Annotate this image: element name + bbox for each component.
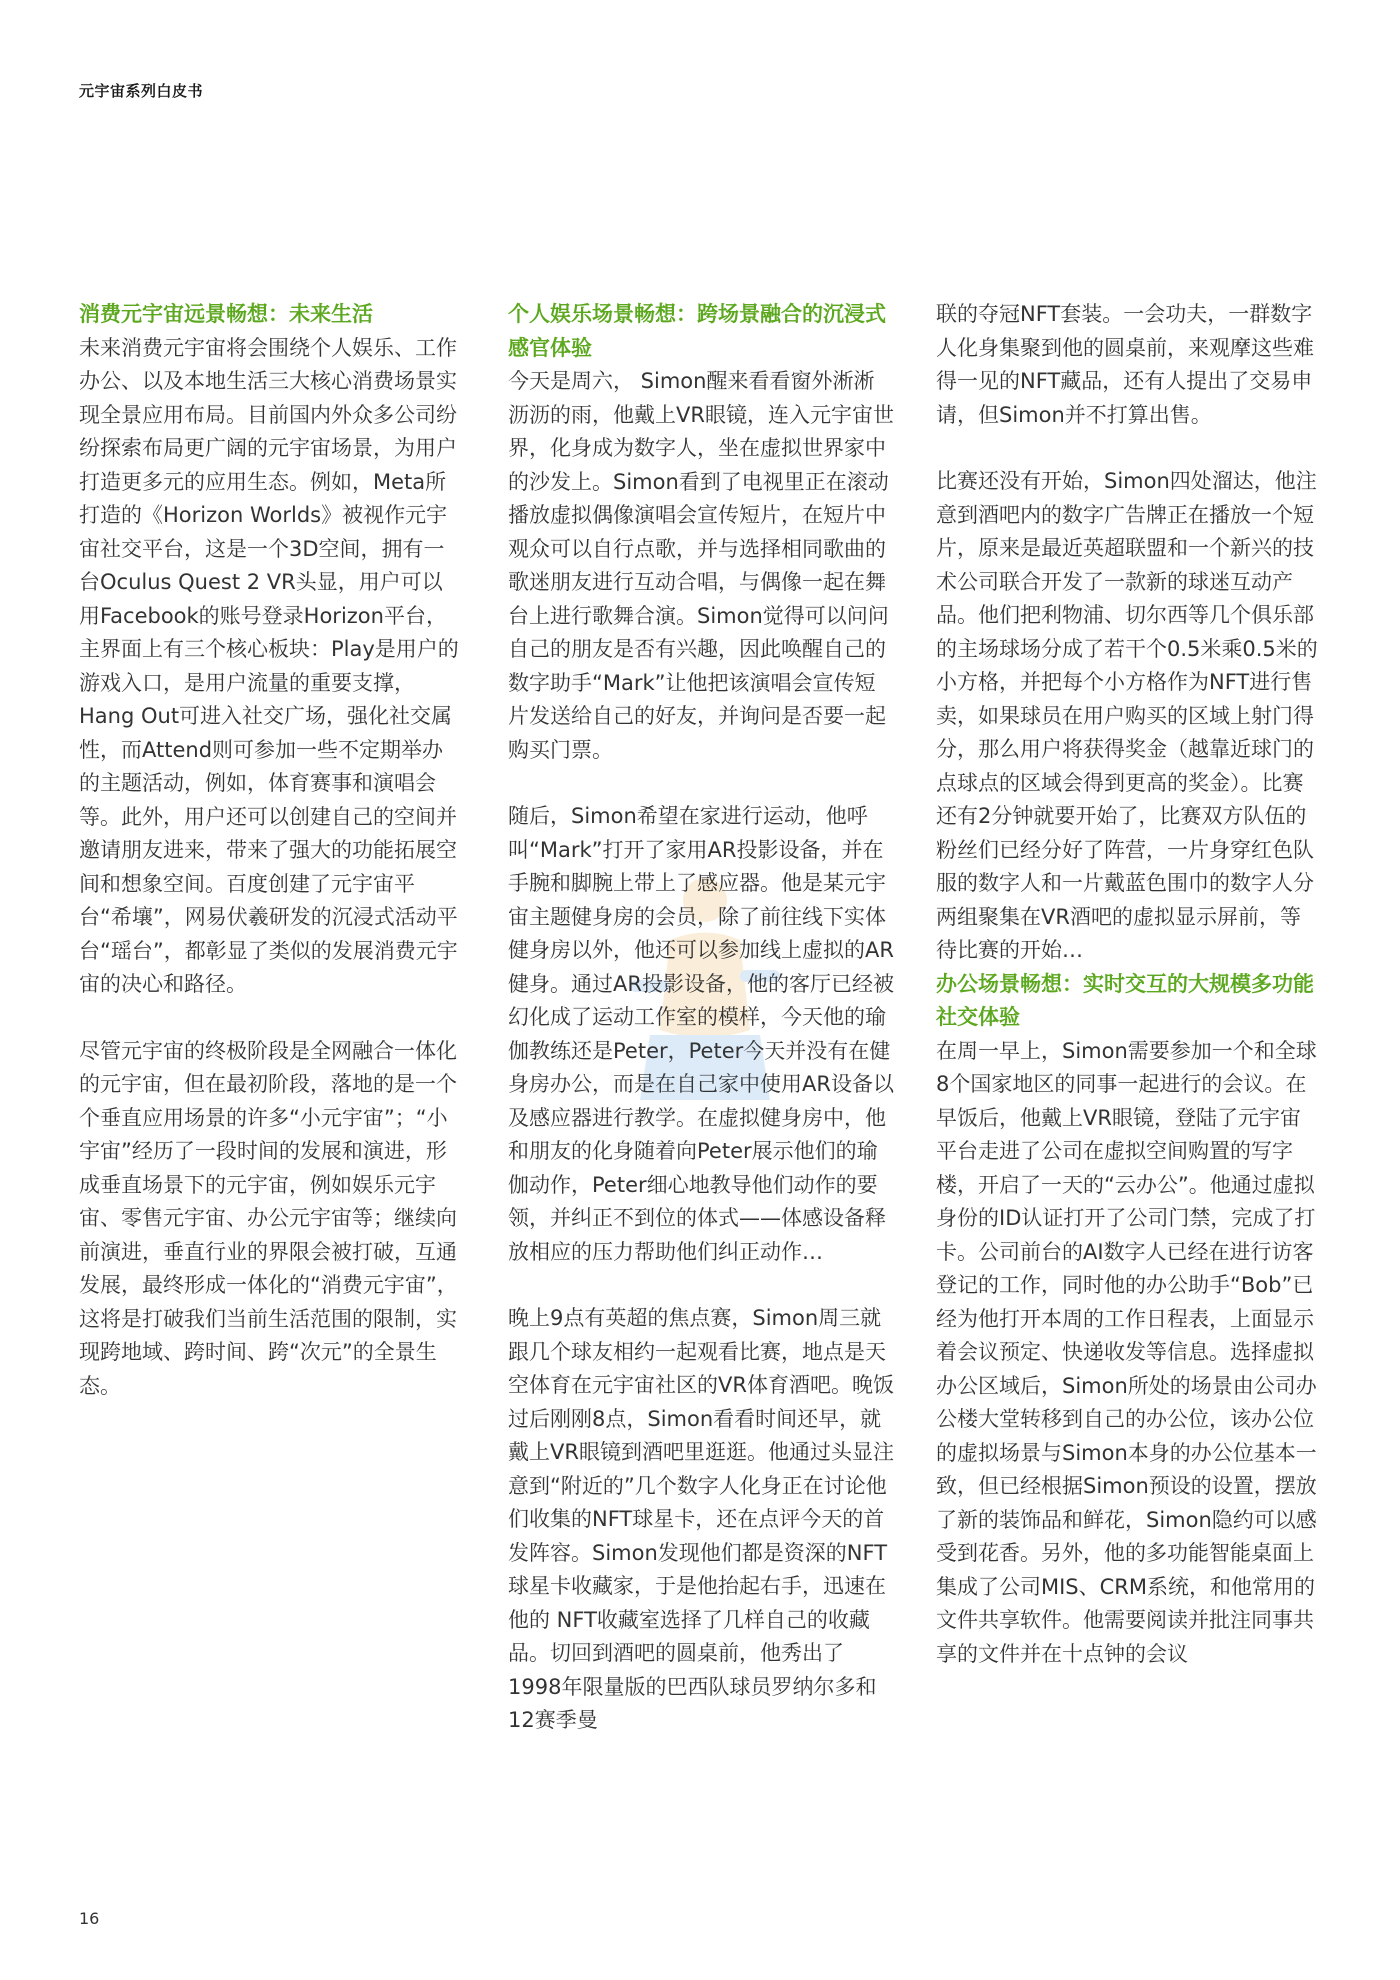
paragraph: 今天是周六， Simon醒来看看窗外淅淅沥沥的雨，他戴上VR眼镜，连入元宇宙世界，化身成为数字人，坐在虚拟世界家中的沙发上。Simon看到了电视里正在滚动播放虚拟偶像演唱会宣传短片，在短片中观众可以自行点歌，并与选择相同歌曲的歌迷朋友进行互动合唱，与偶像一起在舞台上进行歌舞合演。Simon觉得可以问问自己的朋友是否有兴趣，因此唤醒自己的数字助手“Mark”让他把该演唱会宣传短片发送给自己的好友，并询问是否要一起购买门票。	[508, 369, 894, 762]
paragraph: 未来消费元宇宙将会围绕个人娱乐、工作办公、以及本地生活三大核心消费场景实现全景应用布局。目前国内外众多公司纷纷探索布局更广阔的元宇宙场景，为用户打造更多元的应用生态。例如，Meta所打造的《Horizon Worlds》被视作元宇宙社交平台，这是一个3D空间，拥有一台Oculus Quest 2 VR头显，用户可以用Facebook的账号登录Horizon平台，主界面上有三个核心板块：Play是用户的游戏入口，是用户流量的重要支撑，Hang Out可进入社交广场，强化社交属性，而Attend则可参加一些不定期举办的主题活动，例如，体育赛事和演唱会等。此外，用户还可以创建自己的空间并邀请朋友进来，带来了强大的功能拓展空间和想象空间。百度创建了元宇宙平台“希壤”，网易伏羲研发的沉浸式活动平台“瑶台”，都彰显了类似的发展消费元宇宙的决心和路径。	[79, 335, 459, 996]
section-heading-consumer-metaverse: 消费元宇宙远景畅想：未来生活	[79, 302, 373, 326]
document-series-title: 元宇宙系列白皮书	[79, 82, 204, 100]
section-heading-personal-entertainment: 个人娱乐场景畅想：跨场景融合的沉浸式感官体验	[508, 302, 886, 360]
paragraph: 尽管元宇宙的终极阶段是全网融合一体化的元宇宙，但在最初阶段，落地的是一个个垂直应用场景的许多“小元宇宙”；“小宇宙”经历了一段时间的发展和演进，形成垂直场景下的元宇宙，例如娱乐元宇宙、零售元宇宙、办公元宇宙等；继续向前演进，垂直行业的界限会被打破，互通发展，最终形成一体化的“消费元宇宙”，这将是打破我们当前生活范围的限制，实现跨地域、跨时间、跨“次元”的全景生态。	[79, 1038, 458, 1398]
page-number: 16	[79, 1909, 100, 1928]
column-right	[936, 298, 1320, 1671]
paragraph: 比赛还没有开始，Simon四处溜达，他注意到酒吧内的数字广告牌正在播放一个短片，原来是最近英超联盟和一个新兴的技术公司联合开发了一款新的球迷互动产品。他们把利物浦、切尔西等几个俱乐部的主场球场分成了若干个0.5米乘0.5米的小方格，并把每个小方格作为NFT进行售卖，如果球员在用户购买的区域上射门得分，那么用户将获得奖金（越靠近球门的点球点的区域会得到更高的奖金）。比赛还有2分钟就要开始了，比赛双方队伍的粉丝们已经分好了阵营，一片身穿红色队服的数字人和一片戴蓝色围巾的数字人分两组聚集在VR酒吧的虚拟显示屏前，等待比赛的开始…	[936, 469, 1318, 962]
paragraph: 随后，Simon希望在家进行运动，他呼叫“Mark”打开了家用AR投影设备，并在手腕和脚腕上带上了感应器。他是某元宇宙主题健身房的会员，除了前往线下实体健身房以外，他还可以参加线上虚拟的AR健身。通过AR投影设备，他的客厅已经被幻化成了运动工作室的模样，今天他的瑜伽教练还是Peter，Peter今天并没有在健身房办公，而是在自己家中使用AR设备以及感应器进行教学。在虚拟健身房中，他和朋友的化身随着向Peter展示他们的瑜伽动作，Peter细心地教导他们动作的要领，并纠正不到位的体式——体感设备释放相应的压力帮助他们纠正动作…	[508, 804, 894, 1264]
paragraph: 联的夺冠NFT套装。一会功夫，一群数字人化身集聚到他的圆桌前，来观摩这些难得一见的NFT藏品，还有人提出了交易申请，但Simon并不打算出售。	[936, 302, 1314, 427]
column-left	[79, 298, 459, 1403]
section-heading-office-scenario: 办公场景畅想：实时交互的大规模多功能社交体验	[936, 971, 1314, 1029]
paragraph: 在周一早上，Simon需要参加一个和全球8个国家地区的同事一起进行的会议。在早饭后，他戴上VR眼镜，登陆了元宇宙平台走进了公司在虚拟空间购置的写字楼，开启了一天的“云办公”。他通过虚拟身份的ID认证打开了公司门禁，完成了打卡。公司前台的AI数字人已经在进行访客登记的工作，同时他的办公助手“Bob”已经为他打开本周的工作日程表，上面显示着会议预定、快递收发等信息。选择虚拟办公区域后，Simon所处的场景由公司办公楼大堂转移到自己的办公位，该办公位的虚拟场景与Simon本身的办公位基本一致，但已经根据Simon预设的设置，摆放了新的装饰品和鲜花，Simon隐约可以感受到花香。另外，他的多功能智能桌面上集成了公司MIS、CRM系统，和他常用的文件共享软件。他需要阅读并批注同事共享的文件并在十点钟的会议	[936, 1038, 1317, 1666]
column-middle	[508, 298, 894, 1738]
paragraph: 晚上9点有英超的焦点赛，Simon周三就跟几个球友相约一起观看比赛，地点是天空体育在元宇宙社区的VR体育酒吧。晚饭过后刚刚8点，Simon看看时间还早，就戴上VR眼镜到酒吧里逛逛。他通过头显注意到“附近的”几个数字人化身正在讨论他们收集的NFT球星卡，还在点评今天的首发阵容。Simon发现他们都是资深的NFT球星卡收藏家，于是他抬起右手，迅速在他的 NFT收藏室选择了几样自己的收藏品。切回到酒吧的圆桌前，他秀出了1998年限量版的巴西队球员罗纳尔多和12赛季曼	[508, 1306, 894, 1732]
